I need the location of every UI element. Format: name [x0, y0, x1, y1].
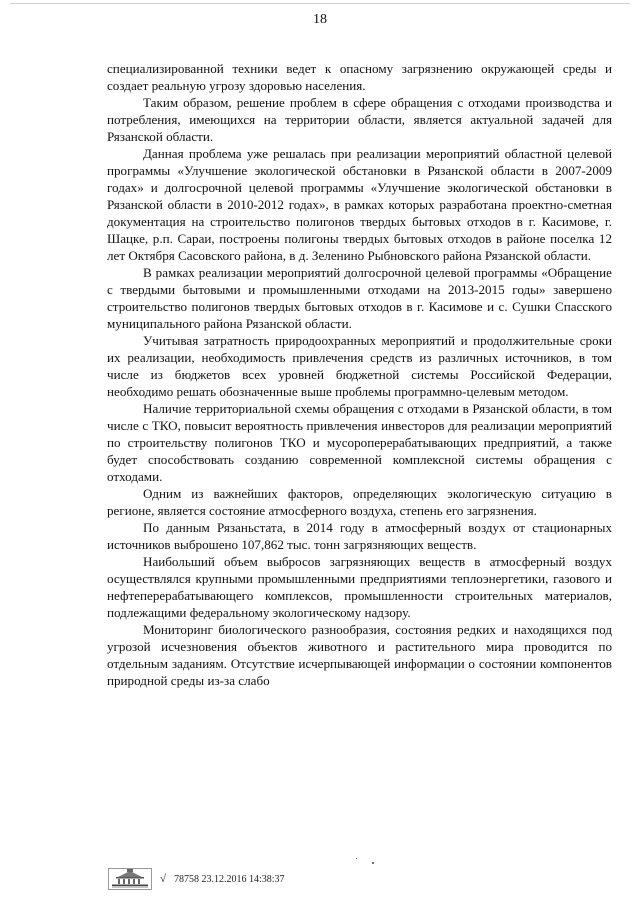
registration-stamp-text: 78758 23.12.2016 14:38:37: [174, 874, 285, 885]
government-building-logo-icon: [108, 868, 152, 890]
body-text: [107, 60, 612, 689]
paragraph-9: Наибольший объем выбросов загрязняющих веществ в атмосферный воздух осуществлялся крупными промышленными предприятиями теплоэнергетики, газового и нефтеперерабатывающего комплексов, промышленности строительных материалов, подлежащими федеральному экологическому надзору.: [107, 554, 612, 620]
paragraph-6: Наличие территориальной схемы обращения с отходами в Рязанской области, в том числе с ТКО, повысит вероятность привлечения инвесторов для реализации мероприятий по строительству полигонов ТКО и мусороперерабатывающих предприятий, а также будет способствовать созданию современной комплексной системы обращения с отходами.: [107, 401, 612, 484]
paragraph-3: Данная проблема уже решалась при реализации мероприятий областной целевой программы «Улучшение экологической обстановки в Рязанской области в 2007-2009 годах» и долгосрочной целевой программы «Улучшение экологической обстановки в Рязанской области в 2010-2012 годах», в рамках которых разработана проектно-сметная документация на строительство полигонов твердых бытовых отходов в г. Касимове, г. Шацке, р.п. Сараи, построены полигоны твердых бытовых отходов в районе поселка 12 лет Октября Сасовского района, в д. Зеленино Рыбновского района Рязанской области.: [107, 146, 612, 263]
paragraph-4: В рамках реализации мероприятий долгосрочной целевой программы «Обращение с твердыми бытовыми и промышленными отходами на 2013-2015 годы» завершено строительство полигонов твердых бытовых отходов в г. Касимове и с. Сушки Спасского муниципального района Рязанской области.: [107, 265, 612, 331]
scan-speck: [356, 858, 357, 859]
top-rule: [10, 3, 630, 10]
paragraph-5: Учитывая затратность природоохранных мероприятий и продолжительные сроки их реализации, необходимость привлечения средств из различных источников, в том числе из бюджетов всех уровней бюджетной системы Российской Федерации, необходимо решать обозначенные выше проблемы программно-целевым методом.: [107, 333, 612, 399]
page-number: 18: [313, 12, 327, 27]
paragraph-8: По данным Рязаньстата, в 2014 году в атмосферный воздух от стационарных источников выброшено 107,862 тыс. тонн загрязняющих веществ.: [107, 520, 612, 552]
registration-mark: √: [160, 873, 167, 885]
paragraph-1: специализированной техники ведет к опасному загрязнению окружающей среды и создает реальную угрозу здоровью населения.: [107, 61, 612, 93]
scan-speck: [372, 862, 374, 864]
paragraph-2: Таким образом, решение проблем в сфере обращения с отходами производства и потребления, имеющихся на территории области, является актуальной задачей для Рязанской области.: [107, 95, 612, 144]
paragraph-10: Мониторинг биологического разнообразия, состояния редких и находящихся под угрозой исчезновения объектов животного и растительного мира проводится по отдельным заданиям. Отсутствие исчерпывающей информации о состоянии компонентов природной среды из-за слабо: [107, 622, 612, 688]
paragraph-7: Одним из важнейших факторов, определяющих экологическую ситуацию в регионе, является состояние атмосферного воздуха, степень его загрязнения.: [107, 486, 612, 518]
